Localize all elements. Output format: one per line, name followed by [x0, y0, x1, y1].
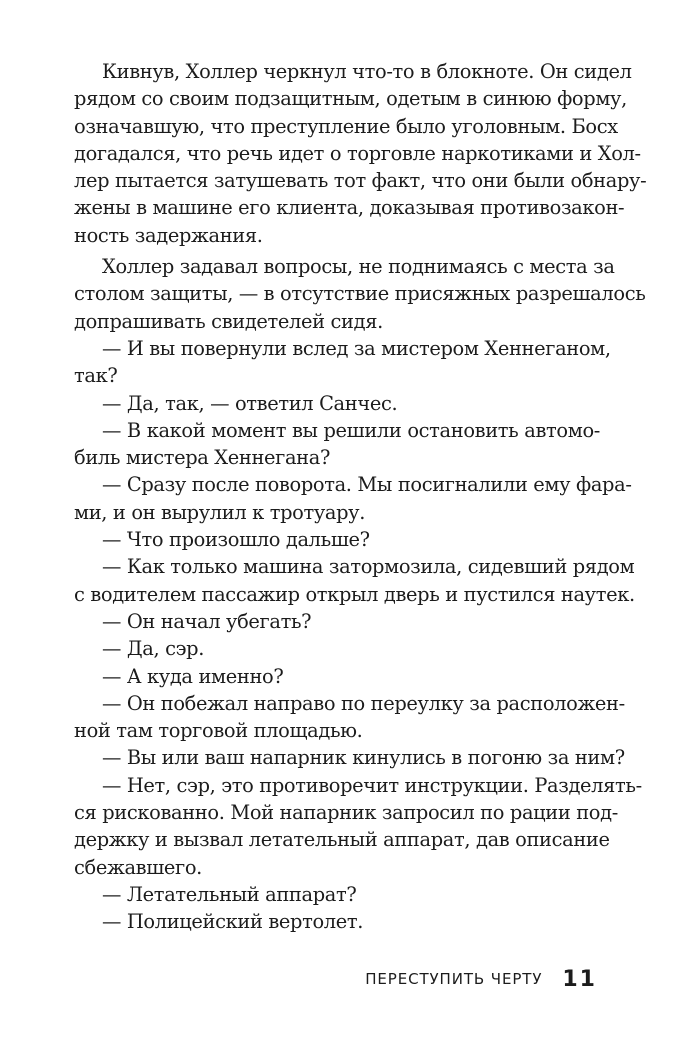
text-line: — В какой момент вы решили остановить автомо- [102, 418, 600, 442]
text-line: — Он начал убегать? [102, 609, 312, 633]
paragraph [74, 635, 600, 662]
paragraph [74, 744, 625, 771]
text-line: с водителем пассажир открыл дверь и пустился наутек. [74, 582, 635, 606]
text-line: — И вы повернули вслед за мистером Хеннеганом, [102, 336, 611, 360]
text-line: — Он побежал направо по переулку за расположен- [102, 691, 625, 715]
text-line: жены в машине его клиента, доказывая противозакон- [74, 196, 625, 220]
text-line: столом защиты, — в отсутствие присяжных разрешалось [74, 282, 646, 306]
paragraph [74, 58, 647, 249]
paragraph [74, 335, 611, 390]
text-line: рядом со своим подзащитным, одетым в синюю форму, [74, 87, 627, 111]
text-line: — Что произошло дальше? [102, 528, 370, 552]
paragraph [74, 608, 600, 635]
running-head: ПЕРЕСТУПИТЬ ЧЕРТУ [365, 970, 543, 988]
paragraph [74, 772, 642, 881]
text-line: — Как только машина затормозила, сидевший рядом [102, 555, 635, 579]
text-line: — Нет, сэр, это противоречит инструкции. Разделять- [102, 773, 642, 797]
text-line: допрашивать свидетелей сидя. [74, 309, 383, 333]
text-line: сбежавшего. [74, 855, 202, 879]
paragraph [74, 908, 600, 935]
page-footer [0, 964, 597, 994]
paragraph [74, 471, 632, 526]
paragraph [74, 390, 600, 417]
text-line: — Да, так, — ответил Санчес. [102, 391, 398, 415]
paragraph [74, 526, 600, 553]
text-line: означавшую, что преступление было уголовным. Босх [74, 114, 618, 138]
text-line: Кивнув, Холлер черкнул что-то в блокноте. Он сидел [102, 60, 632, 83]
text-line: — Вы или ваш напарник кинулись в погоню за ним? [102, 746, 625, 770]
paragraph [74, 690, 625, 745]
text-line: — Да, сэр. [102, 637, 205, 661]
paragraph [74, 253, 646, 335]
text-line: — Летательный аппарат? [102, 882, 357, 906]
text-line: ной там торговой площадью. [74, 719, 363, 743]
paragraph [74, 417, 600, 472]
page-number: 11 [562, 966, 597, 992]
paragraph [74, 553, 635, 608]
paragraph [74, 663, 600, 690]
text-line: Холлер задавал вопросы, не поднимаясь с места за [102, 255, 615, 279]
text-line: так? [74, 364, 118, 388]
paragraph [74, 881, 600, 908]
text-line: — А куда именно? [102, 664, 284, 688]
text-line: держку и вызвал летательный аппарат, дав описание [74, 828, 610, 852]
text-line: ся рискованно. Мой напарник запросил по рации под- [74, 801, 618, 825]
text-line: — Полицейский вертолет. [102, 910, 364, 934]
text-line: биль мистера Хеннегана? [74, 446, 330, 470]
text-line: — Сразу после поворота. Мы посигналили ему фара- [102, 473, 632, 497]
text-line: ность задержания. [74, 223, 263, 247]
body-text [74, 58, 647, 936]
text-line: лер пытается затушевать тот факт, что они были обнару- [74, 169, 647, 193]
text-line: ми, и он вырулил к тротуару. [74, 500, 366, 524]
text-line: догадался, что речь идет о торговле наркотиками и Хол- [74, 141, 641, 165]
